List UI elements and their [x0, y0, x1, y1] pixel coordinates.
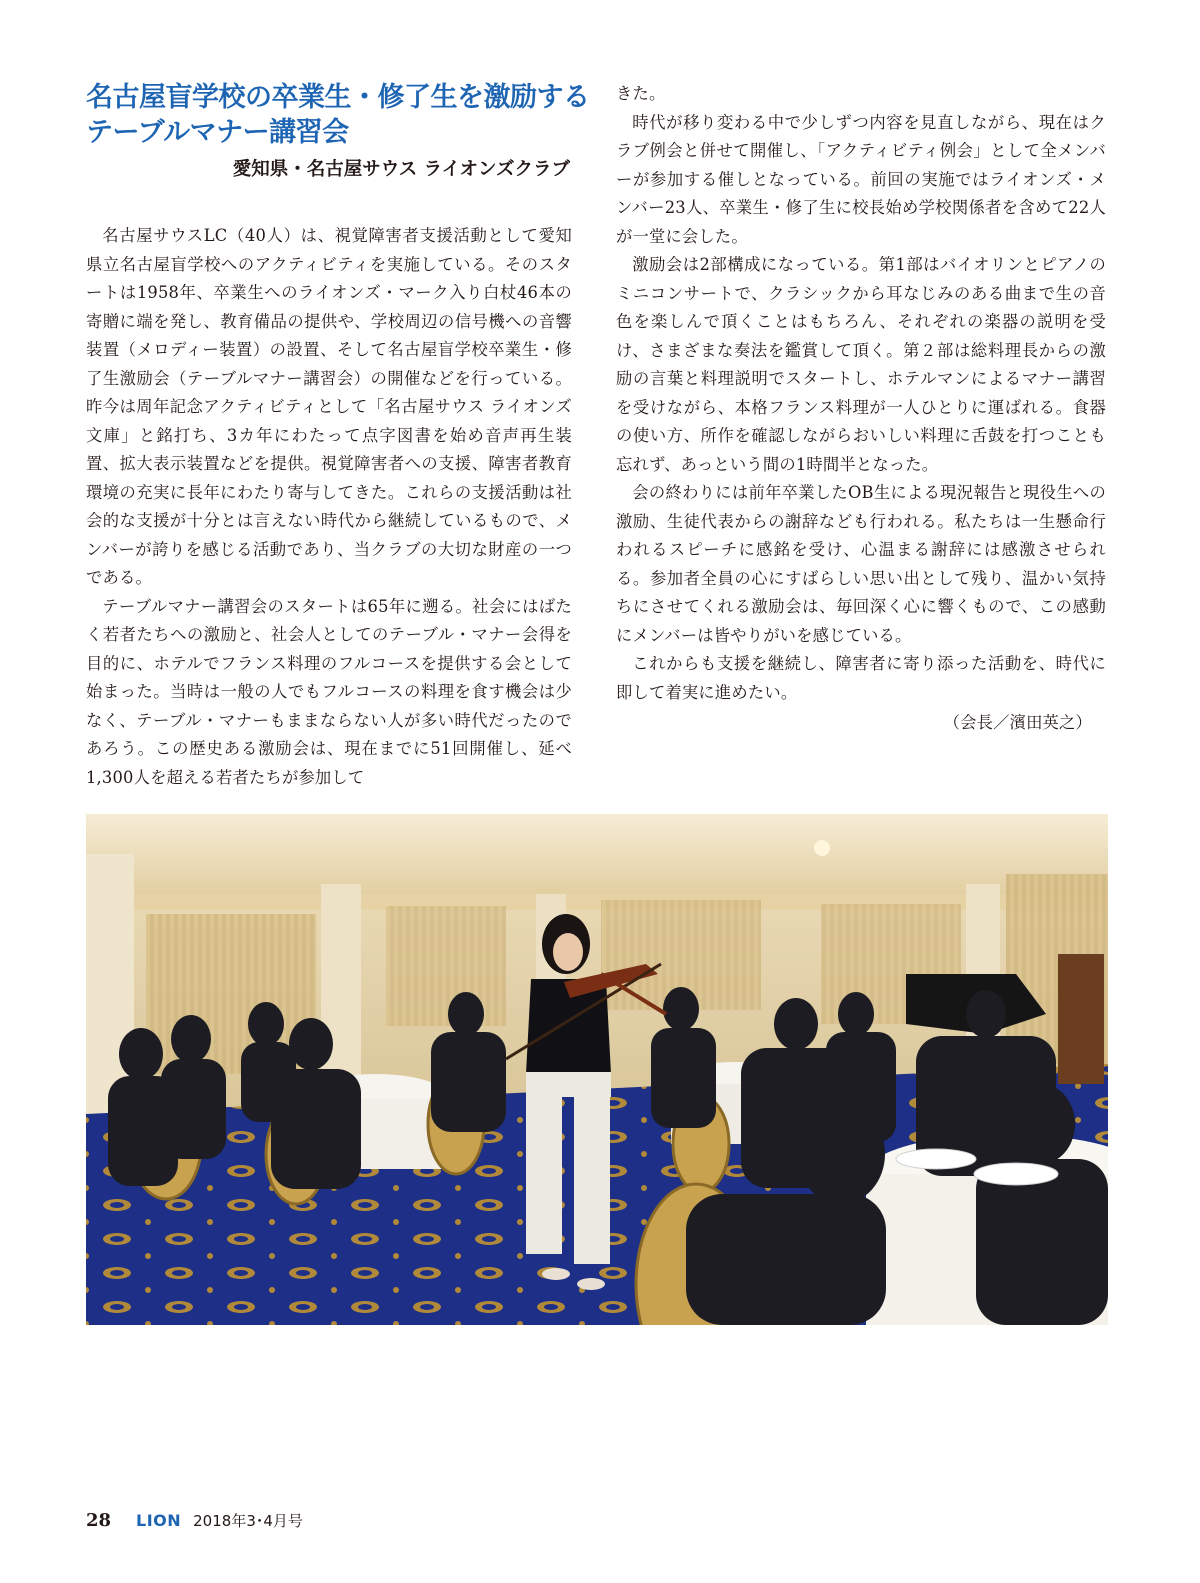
paragraph-continuation: きた。 — [616, 84, 666, 103]
paragraph: 激励会は2部構成になっている。第1部はバイオリンとピアノのミニコンサートで、クラシックから耳なじみのある曲まで生の音色を楽しんで頂くことはもちろん、それぞれの楽器の説明を受け、さまざまな奏法を鑑賞して頂く。第２部は総料理長からの激励の言葉と料理説明でスタートし、ホテルマンによるマナー講習を受けながら、本格フランス料理が一人ひとりに運ばれる。食器の使い方、所作を確認しながらおいしい料理に舌鼓を打つことも忘れず、あっという間の1時間半となった。 — [616, 255, 1106, 474]
article-title-line2: テーブルマナー講習会 — [86, 117, 349, 148]
club-name: 愛知県・名古屋サウス ライオンズクラブ — [232, 159, 570, 180]
body-column-left — [86, 222, 572, 792]
page-number: 28 — [86, 1510, 112, 1531]
event-photo — [86, 814, 1108, 1325]
paragraph: 時代が移り変わる中で少しずつ内容を見直しながら、現在はクラブ例会と併せて開催し、「アクティビティ例会」として全メンバーが参加する催しとなっている。前回の実施ではライオンズ・メンバー23人、卒業生・修了生に校長始め学校関係者を含めて22人が一堂に会した。 — [616, 112, 1106, 246]
page-footer — [86, 1510, 303, 1538]
paragraph: これからも支援を継続し、障害者に寄り添った活動を、時代に即して着実に進めたい。 — [616, 654, 1106, 702]
article-title — [86, 80, 590, 150]
issue-label: 2018年3･4月号 — [193, 1512, 303, 1530]
magazine-name: LION — [136, 1511, 182, 1530]
paragraph: 名古屋サウスLC（40人）は、視覚障害者支援活動として愛知県立名古屋盲学校へのアクティビティを実施している。そのスタートは1958年、卒業生へのライオンズ・マーク入り白杖46本の寄贈に端を発し、教育備品の提供や、学校周辺の信号機への音響装置（メロディー装置）の設置、そして名古屋盲学校卒業生・修了生激励会（テーブルマナー講習会）の開催などを行っている。昨今は周年記念アクティビティとして「名古屋サウス ライオンズ文庫」と銘打ち、3カ年にわたって点字図書を始め音声再生装置、拡大表示装置などを提供。視覚障害者への支援、障害者教育環境の充実に長年にわたり寄与してきた。これらの支援活動は社会的な支援が十分とは言えない時代から継続しているもので、メンバーが誇りを感じる活動であり、当クラブの大切な財産の一つである。 — [86, 226, 572, 587]
body-column-right — [616, 80, 1106, 738]
paragraph: 会の終わりには前年卒業したOB生による現況報告と現役生への激励、生徒代表からの謝辞なども行われる。私たちは一生懸命行われるスピーチに感銘を受け、心温まる謝辞には感激させられる。参加者全員の心にすばらしい思い出として残り、温かい気持ちにさせてくれる激励会は、毎回深く心に響くもので、この感動にメンバーは皆やりがいを感じている。 — [616, 483, 1106, 645]
paragraph: テーブルマナー講習会のスタートは65年に遡る。社会にはばたく若者たちへの激励と、社会人としてのテーブル・マナー会得を目的に、ホテルでフランス料理のフルコースを提供する会として始まった。当時は一般の人でもフルコースの料理を食す機会は少なく、テーブル・マナーもままならない人が多い時代だったのであろう。この歴史ある激励会は、現在までに51回開催し、延べ1,300人を超える若者たちが参加して — [86, 596, 572, 787]
signature: （会長／濱田英之） — [943, 713, 1092, 732]
article-title-line1: 名古屋盲学校の卒業生・修了生を激励する — [86, 82, 590, 113]
